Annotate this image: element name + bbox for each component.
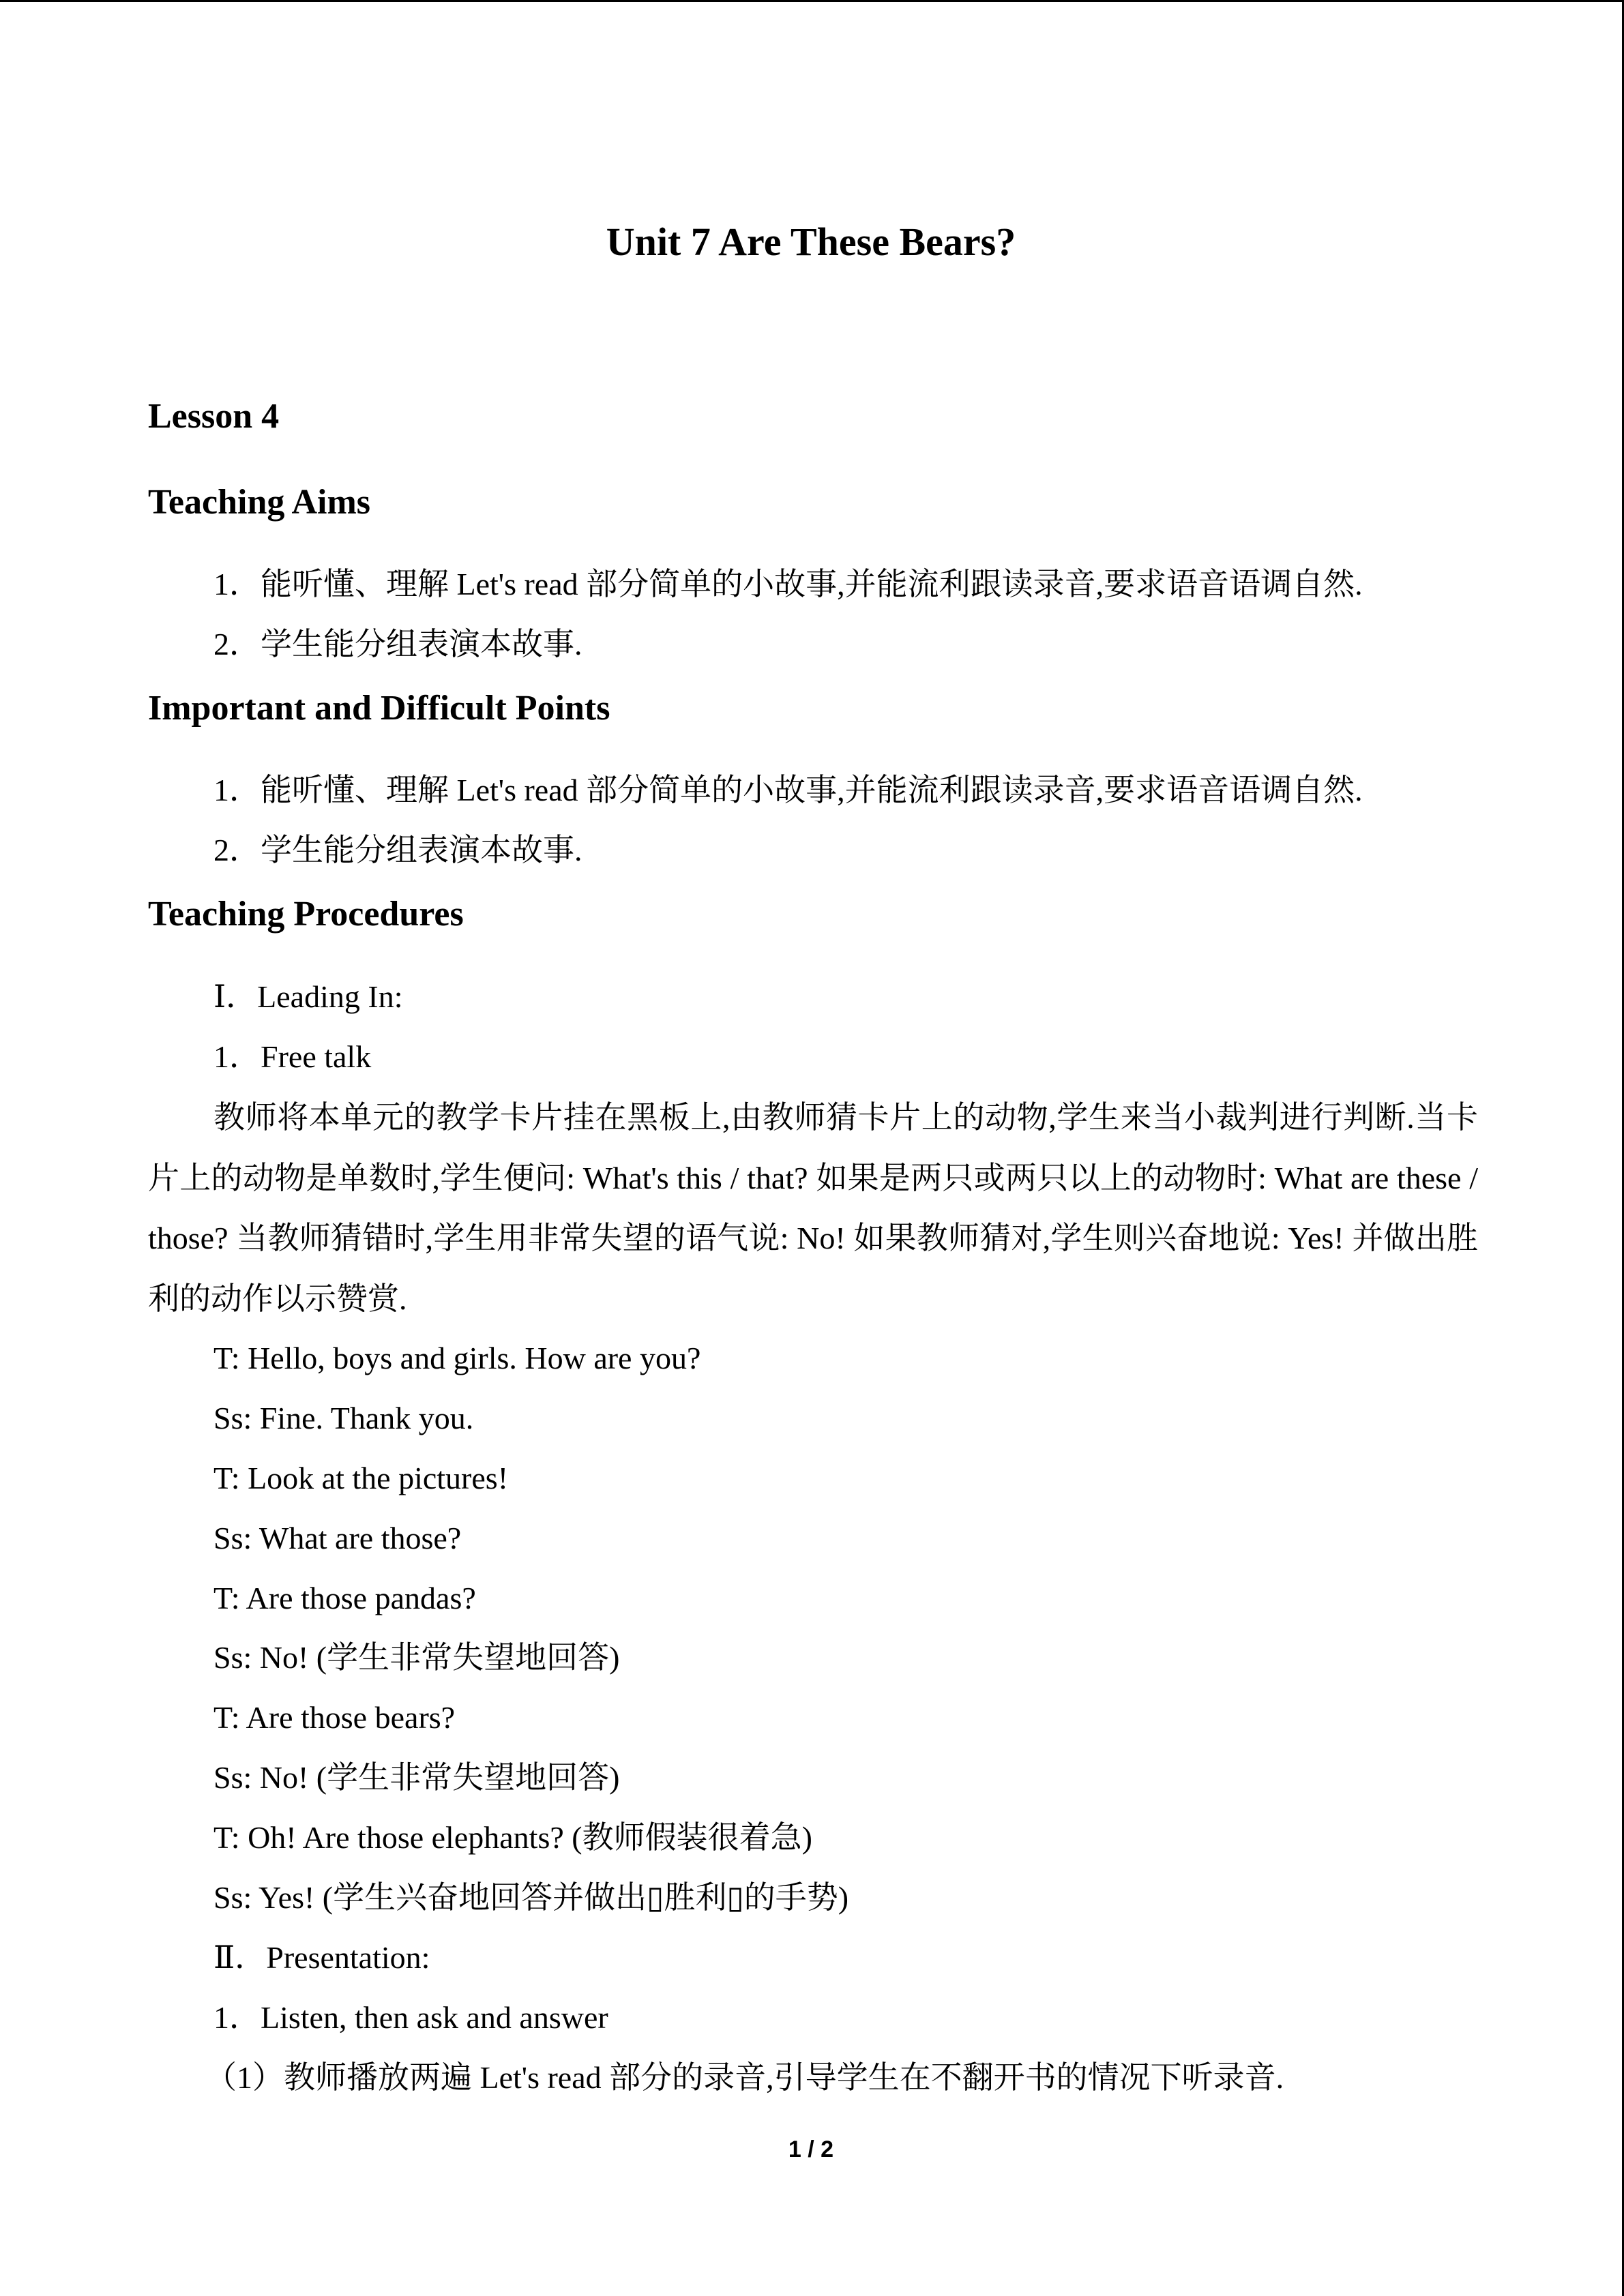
lesson-heading: Lesson 4: [148, 397, 280, 436]
dialogue-line: T: Are those pandas?: [213, 1581, 476, 1615]
page-number: 1 / 2: [788, 2136, 834, 2162]
dialogue-line: Ss: No! (学生非常失望地回答): [213, 1760, 620, 1795]
dialogue-line: Ss: No! (学生非常失望地回答): [213, 1640, 620, 1675]
dialogue-line: T: Hello, boys and girls. How are you?: [213, 1341, 701, 1375]
aims-item-2: 2．学生能分组表演本故事.: [213, 627, 582, 661]
section-presentation: Ⅱ．Presentation:: [213, 1940, 430, 1975]
free-talk-paragraph: 教师将本单元的教学卡片挂在黑板上,由教师猜卡片上的动物,学生来当小裁判进行判断.当卡片上的动物是单数时,学生便问: What's this / that? 如果是两只或两只以上的动物时: What are these / those? 当教师猜错时,学生用非常失望的语气说: No! 如果教师猜对,学生则兴奋地说: Yes! 并做出胜利的动作以示赞赏.: [148, 1100, 1478, 1316]
document-title: Unit 7 Are These Bears?: [606, 220, 1016, 264]
dialogue-line: Ss: What are those?: [213, 1521, 462, 1555]
dialogue-line: T: Are those bears?: [213, 1700, 456, 1735]
section-leading-in: Ⅰ．Leading In:: [213, 979, 403, 1014]
substep-play-recording: （1）教师播放两遍 Let's read 部分的录音,引导学生在不翻开书的情况下听录音.: [205, 2060, 1284, 2095]
step-free-talk: 1．Free talk: [213, 1039, 372, 1074]
teaching-procedures-heading: Teaching Procedures: [148, 895, 464, 934]
dialogue-line: T: Look at the pictures!: [213, 1461, 509, 1495]
dialogue-line: T: Oh! Are those elephants? (教师假装很着急): [213, 1820, 812, 1855]
difficult-points-heading: Important and Difficult Points: [148, 689, 610, 728]
dialogue-line: Ss: Yes! (学生兴奋地回答并做出▯胜利▯的手势): [213, 1880, 849, 1915]
step-listen-ask-answer: 1．Listen, then ask and answer: [213, 2000, 608, 2035]
aims-item-1: 1．能听懂、理解 Let's read 部分简单的小故事,并能流利跟读录音,要求语音语调自然.: [213, 567, 1363, 601]
dialogue-line: Ss: Fine. Thank you.: [213, 1401, 474, 1435]
teaching-aims-heading: Teaching Aims: [148, 483, 371, 522]
points-item-2: 2．学生能分组表演本故事.: [213, 833, 582, 867]
points-item-1: 1．能听懂、理解 Let's read 部分简单的小故事,并能流利跟读录音,要求语音语调自然.: [213, 773, 1363, 807]
